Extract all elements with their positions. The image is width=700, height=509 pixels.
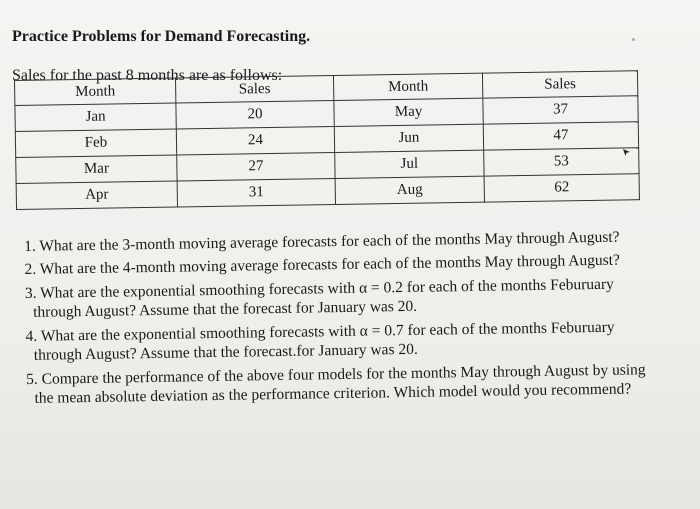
mouse-cursor-icon bbox=[622, 148, 630, 156]
table-cell: Feb bbox=[15, 129, 176, 158]
table-cell: 20 bbox=[176, 100, 334, 128]
speck bbox=[632, 38, 635, 41]
question-list bbox=[24, 228, 647, 414]
page-title: Practice Problems for Demand Forecasting. bbox=[12, 28, 311, 45]
header-sales-2: Sales bbox=[482, 71, 637, 98]
table-cell: 62 bbox=[484, 174, 639, 202]
question-item: 1. What are the 3-month moving average forecasts for each of the months May through August? bbox=[24, 228, 620, 255]
table-cell: Jul bbox=[335, 150, 484, 178]
table-cell: Aug bbox=[335, 176, 484, 204]
table-cell: 37 bbox=[483, 96, 638, 124]
table-caption: Sales for the past 8 months are as follows: bbox=[12, 67, 283, 84]
table-cell: Jun bbox=[334, 124, 483, 152]
header-sales-1: Sales bbox=[175, 75, 333, 102]
sales-table-wrapper bbox=[14, 70, 640, 210]
question-item: 3. What are the exponential smoothing forecasts with α = 0.2 for each of the months Feburuary through August? Assume that the forecast for January was 20. bbox=[24, 275, 614, 321]
table-cell: May bbox=[334, 98, 483, 126]
sales-table bbox=[14, 70, 640, 210]
table-cell: 47 bbox=[483, 122, 638, 150]
table-cell: 24 bbox=[176, 126, 334, 154]
question-item: 4. What are the exponential smoothing forecasts with α = 0.7 for each of the months Feburuary through August? Assume that the forecast.for January was 20. bbox=[25, 318, 615, 364]
table-cell: 53 bbox=[484, 148, 639, 176]
question-item: 5. Compare the performance of the above four models for the months May through August by using the mean absolute deviation as the performance criterion. Which model would you recommend? bbox=[26, 361, 646, 407]
table-cell: Mar bbox=[16, 155, 177, 184]
table-cell: 27 bbox=[177, 152, 335, 180]
table-cell: Jan bbox=[15, 103, 176, 132]
header-month-1: Month bbox=[15, 78, 176, 106]
question-item: 2. What are the 4-month moving average forecasts for each of the months May through August? bbox=[24, 251, 620, 278]
header-month-2: Month bbox=[333, 73, 482, 100]
table-cell: 31 bbox=[177, 178, 335, 206]
table-cell: Apr bbox=[16, 181, 177, 210]
